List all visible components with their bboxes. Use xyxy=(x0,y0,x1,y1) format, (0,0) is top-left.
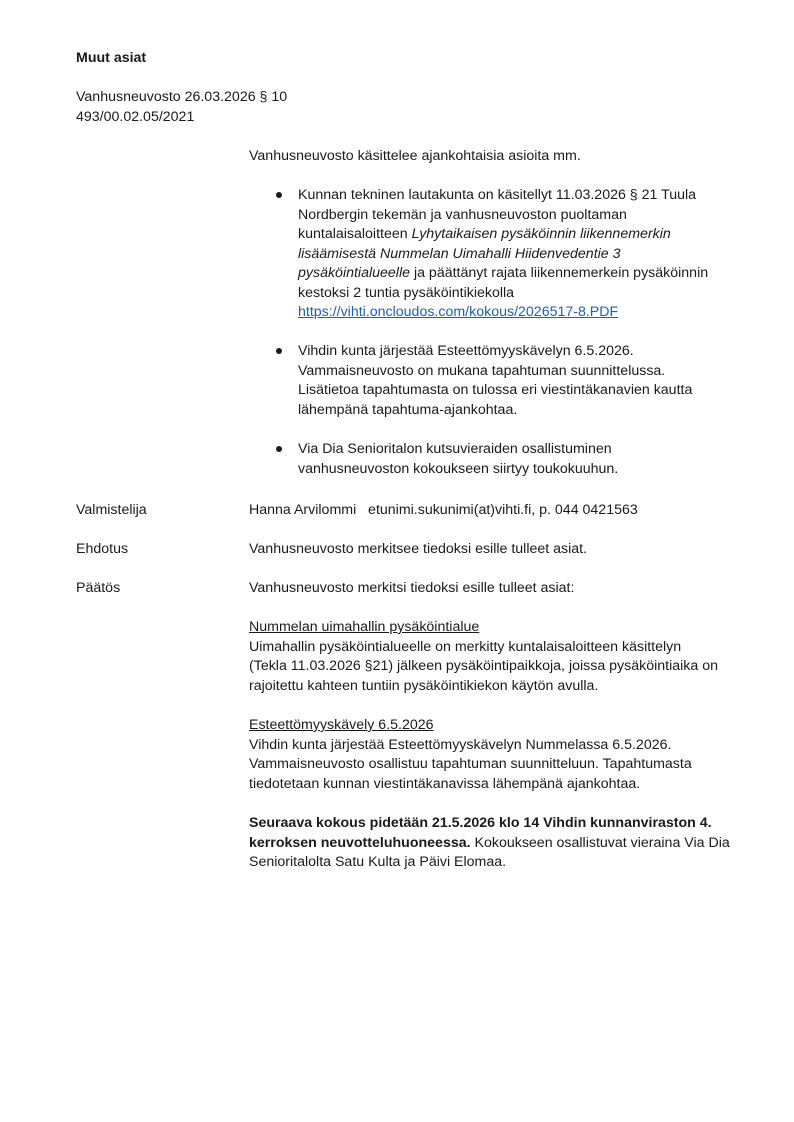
initiative-title: Lyhytaikaisen pysäköinnin liikennemerkin xyxy=(411,226,671,242)
initiative-title: pysäköintialueelle xyxy=(298,265,410,281)
decision-text-line: Vihdin kunta järjestää Esteettömyyskävelyn Nummelassa 6.5.2026. xyxy=(249,736,672,753)
list-item xyxy=(249,342,739,420)
next-meeting-bold: kerroksen neuvotteluhuoneessa. xyxy=(249,834,471,851)
case-number: 493/00.02.05/2021 xyxy=(76,108,195,125)
bullet-link-line xyxy=(298,303,739,323)
bullet-text: ja päättänyt rajata liikennemerkein pysäköinnin xyxy=(410,265,709,281)
decision-text-line: rajoitettu kahteen tuntiin pysäköintikiekon käytön avulla. xyxy=(249,677,599,694)
pdf-link[interactable]: https://vihti.oncloudos.com/kokous/2026517-8.PDF xyxy=(298,304,619,320)
bullet-text-line: lähempänä tapahtuma-ajankohtaa. xyxy=(298,401,518,418)
bullet-icon xyxy=(276,192,282,198)
bullet-text-line: Nordbergin tekemän ja vanhusneuvoston puoltaman xyxy=(298,206,627,223)
bullet-text-line: Lisätietoa tapahtumasta on tulossa eri viestintäkanavien kautta xyxy=(298,382,693,398)
bullet-text-line xyxy=(298,225,739,245)
meeting-reference: Vanhusneuvosto 26.03.2026 § 10 xyxy=(76,89,288,105)
bullet-text-line: Vihdin kunta järjestää Esteettömyyskävelyn 6.5.2026. xyxy=(298,343,634,359)
next-meeting-line xyxy=(249,834,749,854)
list-item xyxy=(249,186,739,323)
decision-text-line: tiedotetaan kunnan viestintäkanavissa lähempänä ajankohtaa. xyxy=(249,775,641,792)
decision-section-heading: Esteettömyyskävely 6.5.2026 xyxy=(249,717,434,733)
intro-paragraph: Vanhusneuvosto käsittelee ajankohtaisia asioita mm. xyxy=(249,148,581,164)
list-item xyxy=(249,440,739,479)
bullet-list-2 xyxy=(249,342,739,420)
bullet-icon xyxy=(276,446,282,452)
decision-text-line: Uimahallin pysäköintialueelle on merkitty kuntalaisaloitteen käsittelyn xyxy=(249,638,682,655)
bullet-text: kuntalaisaloitteen xyxy=(298,226,412,242)
initiative-title: lisäämisestä Nummelan Uimahalli Hiidenvedentie 3 xyxy=(298,245,621,262)
decision-value: Vanhusneuvosto merkitsi tiedoksi esille tulleet asiat: xyxy=(249,580,575,596)
decision-section-parking xyxy=(249,618,749,696)
decision-label: Päätös xyxy=(76,580,121,596)
decision-section-accessibility-walk xyxy=(249,716,749,794)
next-meeting-bold: Seuraava kokous pidetään 21.5.2026 klo 14 Vihdin kunnanviraston 4. xyxy=(249,815,712,831)
bullet-text-line xyxy=(298,264,739,284)
bullet-text-line: vanhusneuvoston kokoukseen siirtyy toukokuuhun. xyxy=(298,460,619,477)
bullet-text-line: Kunnan tekninen lautakunta on käsitellyt 11.03.2026 § 21 Tuula xyxy=(298,187,697,203)
next-meeting-paragraph xyxy=(249,814,749,873)
bullet-text-line: Via Dia Senioritalon kutsuvieraiden osallistuminen xyxy=(298,441,612,457)
bullet-list-1 xyxy=(249,186,739,323)
preparer-label: Valmistelija xyxy=(76,502,147,518)
bullet-list-3 xyxy=(249,440,739,479)
decision-text-line: Vammaisneuvosto osallistuu tapahtuman suunnitteluun. Tapahtumasta xyxy=(249,756,692,772)
bullet-icon xyxy=(276,348,282,354)
next-meeting-text: Senioritalolta Satu Kulta ja Päivi Elomaa. xyxy=(249,854,507,870)
decision-section-heading: Nummelan uimahallin pysäköintialue xyxy=(249,619,480,635)
next-meeting-text: Kokoukseen osallistuvat vieraina Via Dia xyxy=(470,834,730,851)
proposal-value: Vanhusneuvosto merkitsee tiedoksi esille tulleet asiat. xyxy=(249,541,588,557)
decision-text-line: (Tekla 11.03.2026 §21) jälkeen pysäköintipaikkoja, joissa pysäköintiaika on xyxy=(249,658,718,674)
section-heading: Muut asiat xyxy=(76,50,147,66)
proposal-label: Ehdotus xyxy=(76,541,129,557)
bullet-text-line: kestoksi 2 tuntia pysäköintikiekolla xyxy=(298,284,515,301)
bullet-text-line: Vammaisneuvosto on mukana tapahtuman suunnittelussa. xyxy=(298,362,666,379)
preparer-value: Hanna Arvilommi etunimi.sukunimi(at)vihti.fi, p. 044 0421563 xyxy=(249,502,638,518)
